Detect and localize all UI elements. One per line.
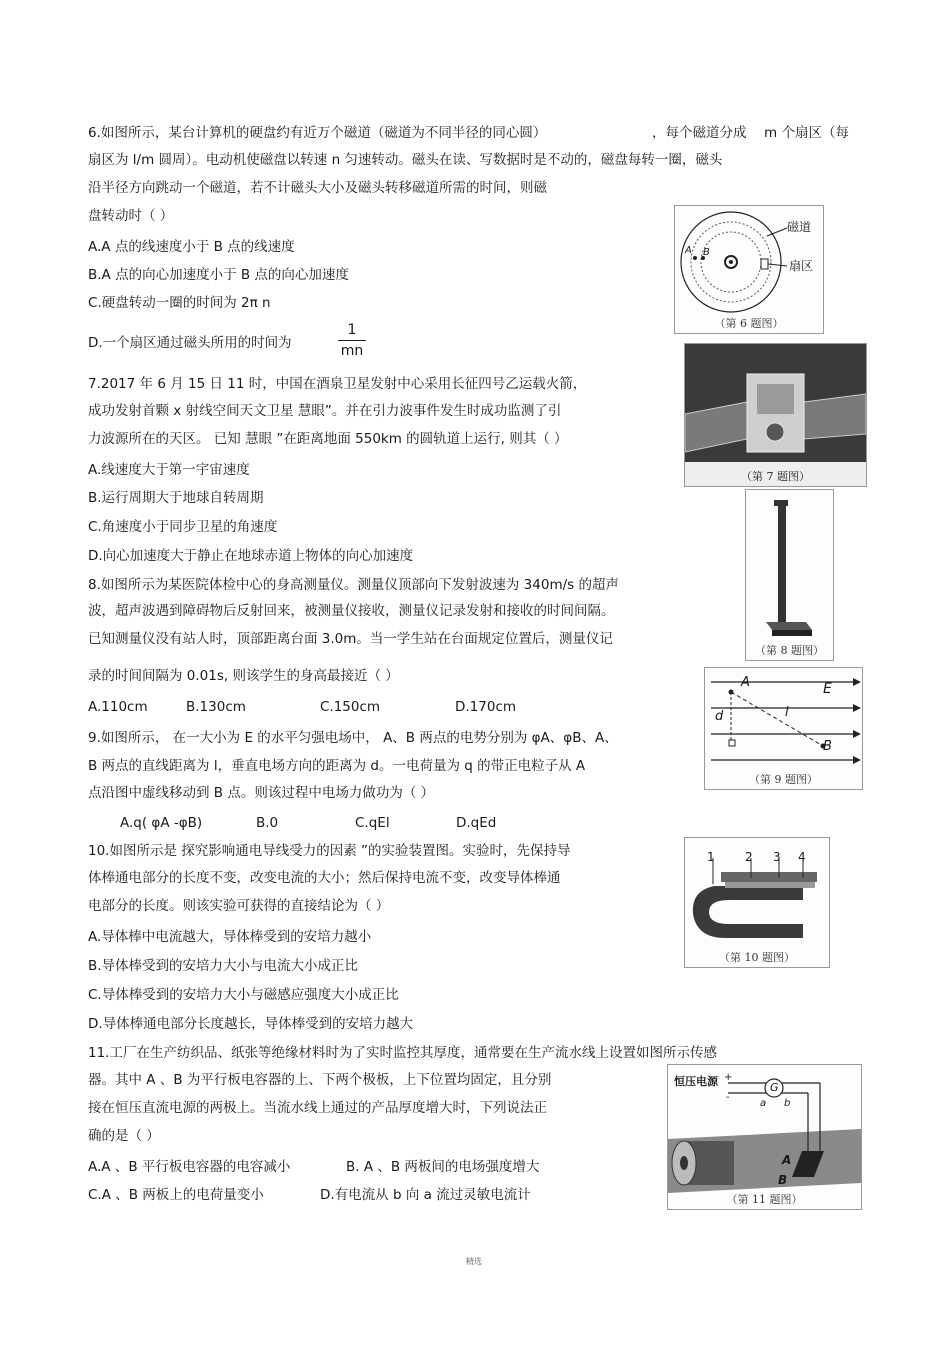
q11-line1: 11.工厂在生产纺织品、纸张等绝缘材料时为了实时监控其厚度，通常要在生产流水线上设置如图所示传感 — [88, 1045, 717, 1061]
q7-figure-caption: （第 7 题图） — [741, 470, 810, 483]
q11-label-source: 恒压电源 — [674, 1075, 718, 1088]
q9-option-d: D.qEd — [456, 815, 497, 831]
q11-figure-caption: （第 11 题图） — [726, 1193, 803, 1206]
q6-figure-caption: （第 6 题图） — [714, 317, 784, 330]
q9-option-c: C.qEl — [355, 815, 390, 831]
q9-line1: 9.如图所示， 在一大小为 E 的水平匀强电场中， A、B 两点的电势分别为 φA、φB、A、 — [88, 730, 618, 746]
q10-option-a: A.导体棒中电流越大，导体棒受到的安培力越小 — [88, 929, 372, 945]
q6-fraction-denominator: mn — [340, 343, 364, 359]
q6-option-c: C.硬盘转动一圈的时间为 2π n — [88, 295, 271, 311]
q6-line2: 扇区为 l/m 圆周）。电动机使磁盘以转速 n 匀速转动。磁头在读、写数据时是不动的，磁盘每转一圈，磁头 — [88, 152, 723, 168]
q8-figure-caption: （第 8 题图） — [755, 644, 824, 657]
q11-label-a: A — [782, 1153, 792, 1167]
q9-label-b: B — [823, 739, 832, 754]
q7-line3: 力波源所在的天区。 已知 慧眼 ”在距离地面 550km 的圆轨道上运行, 则其（ ） — [88, 431, 568, 447]
q8-line1: 8.如图所示为某医院体检中心的身高测量仪。测量仪顶部向下发射波速为 340m/s 的超声 — [88, 577, 619, 593]
q8-line4: 录的时间间隔为 0.01s, 则该学生的身高最接近（ ） — [88, 668, 399, 684]
q7-option-c: C.角速度小于同步卫星的角速度 — [88, 519, 278, 535]
q11-label-plus: + — [724, 1072, 733, 1083]
q11-label-b-small: b — [784, 1098, 791, 1109]
q6-fraction — [338, 322, 366, 359]
q11-label-g: G — [770, 1081, 779, 1094]
q9-label-a: A — [741, 675, 750, 690]
q6-line1c: m 个扇区（每 — [764, 125, 849, 141]
q10-line2: 体棒通电部分的长度不变，改变电流的大小；然后保持电流不变，改变导体棒通 — [88, 870, 561, 886]
q9-line3: 点沿图中虚线移动到 B 点。则该过程中电场力做功为（ ） — [88, 785, 435, 801]
q6-line1b: ，每个磁道分成 — [652, 125, 747, 141]
q9-label-d: d — [715, 709, 724, 724]
q11-label-minus: - — [726, 1092, 730, 1103]
q7-line2: 成功发射首颗 x 射线空间天文卫星 慧眼”。并在引力波事件发生时成功监测了引 — [88, 403, 562, 419]
q6-label-track: 磁道 — [787, 220, 812, 234]
q10-line3: 电部分的长度。则该实验可获得的直接结论为（ ） — [88, 898, 390, 914]
q6-label-a: A — [685, 245, 692, 256]
q10-label-1: 1 — [707, 850, 715, 864]
q6-label-b: B — [703, 247, 710, 258]
q9-label-e: E — [823, 681, 832, 697]
q9-option-b: B.0 — [256, 815, 279, 831]
q7-option-a: A.线速度大于第一宇宙速度 — [88, 462, 250, 478]
q10-label-3: 3 — [773, 850, 781, 864]
q8-figure-height-meter — [745, 489, 834, 661]
q6-option-b: B.A 点的向心加速度小于 B 点的向心加速度 — [88, 267, 349, 283]
q6-figure-disk — [674, 205, 824, 334]
page-footer: 精选 — [466, 1257, 482, 1266]
q11-label-b: B — [778, 1173, 788, 1187]
height-meter-diagram — [746, 490, 833, 660]
q6-fraction-numerator: 1 — [338, 322, 366, 341]
q9-figure-caption: （第 9 题图） — [749, 773, 818, 786]
q9-label-l: l — [785, 705, 789, 720]
satellite-picture — [685, 344, 866, 486]
q10-label-4: 4 — [798, 850, 806, 864]
q8-line2: 波，超声波遇到障碍物后反射回来，被测量仪接收，测量仪记录发射和接收的时间间隔。 — [88, 603, 615, 619]
q8-line3: 已知测量仪没有站人时，顶部距离台面 3.0m。当一学生站在台面规定位置后，测量仪记 — [88, 631, 613, 647]
q10-line1: 10.如图所示是 探究影响通电导线受力的因素 ”的实验装置图。实验时，先保持导 — [88, 843, 571, 859]
q6-line4: 盘转动时（ ） — [88, 208, 174, 224]
q8-option-b: B.130cm — [186, 699, 246, 715]
q11-option-d: D.有电流从 b 向 a 流过灵敏电流计 — [320, 1187, 531, 1203]
q11-label-a-small: a — [760, 1098, 767, 1109]
q10-figure-magnet — [684, 837, 830, 968]
q10-label-2: 2 — [745, 850, 753, 864]
q11-option-b: B. A 、B 两板间的电场强度增大 — [346, 1159, 540, 1175]
q7-line1: 7.2017 年 6 月 15 日 11 时，中国在酒泉卫星发射中心采用长征四号乙运载火箭， — [88, 376, 587, 392]
q8-option-c: C.150cm — [320, 699, 381, 715]
q7-option-b: B.运行周期大于地球自转周期 — [88, 490, 264, 506]
q6-option-a: A.A 点的线速度小于 B 点的线速度 — [88, 239, 295, 255]
q6-option-d: D.一个扇区通过磁头所用的时间为 — [88, 335, 292, 351]
q11-figure-sensor — [667, 1064, 862, 1210]
q11-line4: 确的是（ ） — [88, 1128, 160, 1144]
q11-option-c: C.A 、B 两板上的电荷量变小 — [88, 1187, 264, 1203]
q10-option-d: D.导体棒通电部分长度越长，导体棒受到的安培力越大 — [88, 1016, 414, 1032]
q11-line2: 器。其中 A 、B 为平行板电容器的上、下两个极板，上下位置均固定，且分别 — [88, 1072, 552, 1088]
q11-option-a: A.A 、B 平行板电容器的电容减小 — [88, 1159, 291, 1175]
q7-figure-satellite — [684, 343, 867, 487]
q7-option-d: D.向心加速度大于静止在地球赤道上物体的向心加速度 — [88, 548, 414, 564]
q8-option-a: A.110cm — [88, 699, 148, 715]
q10-figure-caption: （第 10 题图） — [719, 951, 795, 964]
q9-option-a: A.q( φA -φB) — [120, 815, 203, 831]
q10-option-c: C.导体棒受到的安培力大小与磁感应强度大小成正比 — [88, 987, 399, 1003]
q10-option-b: B.导体棒受到的安培力大小与电流大小成正比 — [88, 958, 359, 974]
q6-label-sector: 扇区 — [789, 259, 814, 273]
q6-line1a: 6.如图所示，某台计算机的硬盘约有近万个磁道（磁道为不同半径的同心圆） — [88, 125, 547, 141]
q8-option-d: D.170cm — [455, 699, 517, 715]
q11-line3: 接在恒压直流电源的两极上。当流水线上通过的产品厚度增大时，下列说法正 — [88, 1100, 547, 1116]
q6-line3: 沿半径方向跳动一个磁道，若不计磁头大小及磁头转移磁道所需的时间，则磁 — [88, 180, 547, 196]
q9-figure-field — [704, 667, 863, 790]
q9-line2: B 两点的直线距离为 l，垂直电场方向的距离为 d。一电荷量为 q 的带正电粒子从 A — [88, 758, 586, 774]
